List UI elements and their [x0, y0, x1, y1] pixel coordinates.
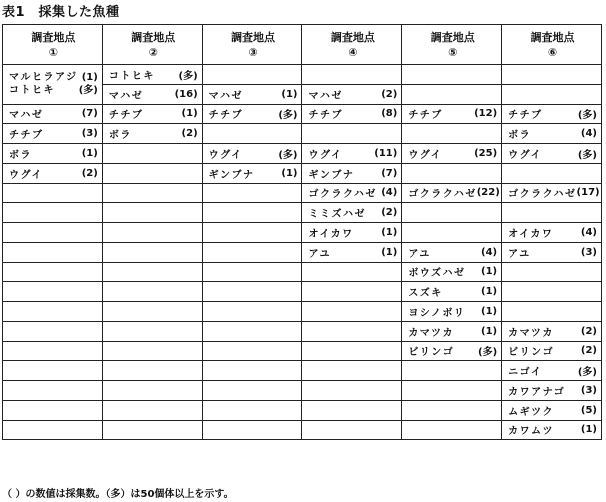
table-cell — [502, 163, 602, 183]
fish-name: ゴクラクハゼ — [408, 189, 477, 201]
fish-entry — [9, 146, 98, 161]
fish-count: (1) — [481, 286, 498, 298]
table-row — [3, 203, 602, 223]
site-header-label: 調査地点 — [330, 30, 375, 44]
site-header-1 — [3, 25, 103, 65]
site-header-number: ③ — [248, 45, 258, 59]
fish-name: ミミズハゼ — [308, 209, 366, 221]
fish-name: マハゼ — [9, 110, 44, 122]
table-cell — [402, 420, 502, 440]
table-cell — [3, 223, 103, 243]
table-cell — [3, 381, 103, 401]
table-cell — [302, 124, 402, 144]
fish-count: (多) — [78, 85, 98, 97]
site-header-label: 調査地点 — [31, 30, 76, 44]
table-cell — [502, 104, 602, 124]
table-row — [3, 242, 602, 262]
table-cell — [202, 282, 302, 302]
fish-name: スズキ — [408, 288, 443, 300]
table-cell — [302, 203, 402, 223]
fish-entry — [408, 146, 497, 161]
fish-name: ウグイ — [9, 169, 43, 181]
fish-entry — [408, 245, 497, 260]
table-cell — [302, 321, 402, 341]
fish-name: ウグイ — [508, 149, 543, 161]
site-header-4 — [302, 25, 402, 65]
table-cell — [502, 420, 602, 440]
table-row — [3, 104, 602, 124]
table-cell — [3, 104, 103, 124]
table-row — [3, 144, 602, 164]
fish-name: ヨシノボリ — [408, 307, 466, 319]
fish-name: ビリンゴ — [408, 347, 455, 359]
fish-count: (多) — [478, 347, 498, 359]
table-cell — [502, 302, 602, 322]
table-cell — [202, 223, 302, 243]
fish-name: ゴクラクハゼ — [508, 189, 577, 201]
table-cell — [502, 65, 602, 85]
table-cell — [402, 341, 502, 361]
table-cell — [202, 341, 302, 361]
fish-entry — [308, 146, 397, 161]
table-cell — [302, 341, 402, 361]
table-cell — [302, 420, 402, 440]
site-header-number: ① — [48, 45, 59, 59]
table-cell — [502, 341, 602, 361]
fish-name: コトヒキ — [108, 70, 155, 82]
fish-entry — [109, 67, 198, 82]
table-row — [3, 381, 602, 401]
fish-count: (2) — [181, 128, 198, 140]
table-cell — [3, 321, 103, 341]
site-header-number: ⑤ — [448, 45, 458, 59]
table-cell — [502, 124, 602, 144]
table-cell — [202, 321, 302, 341]
table-body — [3, 65, 602, 440]
table-cell — [3, 163, 103, 183]
table-cell — [402, 302, 502, 322]
fish-name: チチブ — [108, 110, 144, 122]
table-cell — [302, 144, 402, 164]
fish-entry — [508, 422, 597, 437]
fish-name: オイカワ — [308, 228, 354, 240]
table-cell — [302, 223, 402, 243]
table-cell — [202, 381, 302, 401]
table-cell — [402, 65, 502, 85]
fish-count: (1) — [81, 72, 98, 84]
fish-count: (4) — [580, 226, 597, 238]
table-cell — [302, 65, 402, 85]
fish-count: (7) — [81, 108, 98, 120]
fish-count: (16) — [174, 88, 198, 100]
fish-name: ウグイ — [408, 149, 443, 161]
table-cell — [202, 203, 302, 223]
table-cell — [102, 341, 202, 361]
fish-count: (2) — [81, 167, 98, 179]
fish-entry — [408, 106, 497, 121]
table-cell — [202, 420, 302, 440]
table-cell — [402, 203, 502, 223]
fish-count: (多) — [178, 70, 198, 82]
table-cell — [502, 183, 602, 203]
table-cell — [202, 124, 302, 144]
table-cell — [502, 84, 602, 104]
fish-entry — [508, 324, 597, 339]
fish-count: (11) — [374, 147, 398, 159]
fish-entry — [308, 87, 397, 102]
fish-entry — [308, 166, 397, 181]
table-cell — [102, 302, 202, 322]
fish-count: (17) — [576, 187, 600, 199]
table-cell — [202, 104, 302, 124]
table-cell — [502, 321, 602, 341]
table-cell — [3, 124, 103, 144]
fish-entry — [308, 225, 397, 240]
fish-count: (2) — [381, 207, 398, 219]
fish-entry — [408, 185, 500, 201]
fish-name: マハゼ — [208, 90, 244, 102]
table-cell — [502, 242, 602, 262]
table-cell — [302, 381, 402, 401]
table-cell — [502, 262, 602, 282]
fish-species-table — [2, 24, 602, 440]
site-header-number: ⑥ — [547, 45, 558, 59]
site-header-3 — [202, 25, 302, 65]
table-cell — [202, 144, 302, 164]
table-cell — [402, 321, 502, 341]
site-header-label: 調査地点 — [131, 30, 176, 44]
fish-count: (25) — [474, 147, 498, 159]
table-cell — [302, 361, 402, 381]
table-row — [3, 163, 602, 183]
fish-count: (1) — [580, 424, 597, 436]
table-cell — [102, 163, 202, 183]
table-title: 表1 採集した魚種 — [2, 5, 120, 20]
site-header-label: 調査地点 — [430, 30, 475, 44]
table-cell — [3, 302, 103, 322]
table-cell — [202, 242, 302, 262]
table-cell — [302, 84, 402, 104]
table-cell — [202, 361, 302, 381]
site-header-2 — [102, 25, 202, 65]
table-cell — [3, 282, 103, 302]
table-cell — [102, 104, 202, 124]
table-cell — [402, 104, 502, 124]
table-cell — [202, 65, 302, 85]
fish-count: (2) — [580, 345, 597, 357]
table-row — [3, 223, 602, 243]
fish-name: カワムツ — [508, 426, 555, 438]
table-cell — [202, 183, 302, 203]
fish-count: (1) — [381, 246, 398, 258]
table-cell — [502, 144, 602, 164]
fish-count: (1) — [281, 88, 298, 100]
table-cell — [502, 361, 602, 381]
table-row — [3, 124, 602, 144]
fish-entry — [508, 126, 597, 141]
fish-entry — [408, 264, 497, 279]
fish-name: ニゴイ — [508, 367, 543, 379]
fish-count: (12) — [474, 108, 498, 120]
fish-entry — [308, 185, 397, 200]
fish-name: ボウズハゼ — [408, 268, 466, 280]
fish-entry — [408, 324, 497, 339]
table-cell — [402, 84, 502, 104]
table-cell — [102, 381, 202, 401]
fish-name: ボラ — [108, 130, 132, 142]
table-cell — [102, 420, 202, 440]
table-cell — [102, 223, 202, 243]
fish-count: (多) — [278, 149, 298, 161]
fish-name: チチブ — [308, 110, 343, 122]
table-row — [3, 321, 602, 341]
fish-name: ムギツク — [508, 406, 555, 418]
fish-name: ギンブナ — [308, 169, 355, 181]
fish-count: (1) — [481, 266, 498, 278]
table-row — [3, 341, 602, 361]
table-row — [3, 420, 602, 440]
fish-entry — [109, 126, 198, 141]
table-cell — [202, 302, 302, 322]
fish-count: (多) — [278, 110, 298, 122]
table-cell — [302, 302, 402, 322]
site-header-number: ② — [148, 45, 158, 59]
table-row — [3, 302, 602, 322]
site-header-5 — [402, 25, 502, 65]
site-header-label: 調査地点 — [530, 30, 575, 44]
fish-entry — [508, 106, 597, 121]
fish-entry — [408, 343, 497, 358]
fish-entry — [9, 71, 98, 84]
fish-entry — [9, 106, 98, 121]
table-cell — [402, 183, 502, 203]
fish-count: (8) — [381, 108, 398, 120]
fish-name: カワアナゴ — [508, 386, 566, 398]
table-cell — [102, 262, 202, 282]
fish-name: カマツカ — [408, 327, 455, 339]
fish-name: アユ — [408, 248, 431, 260]
fish-name: ビリンゴ — [508, 347, 555, 359]
fish-entry — [209, 106, 298, 121]
fish-name: チチブ — [508, 110, 543, 122]
table-row — [3, 400, 602, 420]
fish-entry — [508, 225, 597, 240]
fish-entry — [508, 363, 597, 378]
table-cell — [102, 321, 202, 341]
table-row — [3, 262, 602, 282]
fish-count: (多) — [577, 367, 597, 379]
fish-name: ギンブナ — [208, 169, 255, 181]
fish-entry — [9, 166, 98, 181]
fish-name: ウグイ — [308, 149, 343, 161]
fish-count: (1) — [81, 147, 98, 159]
fish-entry — [508, 245, 597, 260]
fish-name: マハゼ — [108, 90, 144, 102]
fish-entry — [209, 146, 298, 161]
fish-count: (4) — [580, 128, 597, 140]
table-cell — [102, 282, 202, 302]
table-cell — [3, 262, 103, 282]
fish-count: (4) — [381, 187, 398, 199]
fish-count: (4) — [481, 246, 498, 258]
fish-count: (1) — [381, 226, 398, 238]
table-cell — [3, 242, 103, 262]
fish-count: (3) — [580, 384, 597, 396]
fish-count: (2) — [381, 88, 398, 100]
table-cell — [502, 282, 602, 302]
fish-name: アユ — [308, 248, 331, 260]
table-cell — [402, 282, 502, 302]
site-header-label: 調査地点 — [231, 30, 276, 44]
fish-entry — [408, 304, 497, 319]
fish-entry — [508, 383, 597, 398]
fish-count: (3) — [580, 246, 597, 258]
table-cell — [102, 203, 202, 223]
fish-name: チチブ — [208, 110, 244, 122]
table-cell — [102, 144, 202, 164]
fish-entry — [209, 166, 298, 181]
table-cell — [402, 361, 502, 381]
table-cell — [3, 203, 103, 223]
table-cell — [102, 242, 202, 262]
table-cell — [402, 144, 502, 164]
table-row — [3, 65, 602, 85]
fish-count: (22) — [476, 187, 500, 199]
fish-entry — [9, 126, 98, 141]
footnote: （ ）の数値は採集数。（多）は50個体以上を示す。 — [2, 489, 234, 500]
table-row — [3, 282, 602, 302]
fish-name: カマツカ — [508, 327, 554, 339]
table-cell — [102, 183, 202, 203]
fish-name: オイカワ — [508, 228, 554, 240]
fish-name: アユ — [508, 248, 531, 260]
fish-entry — [508, 403, 597, 418]
fish-entry — [109, 106, 198, 121]
fish-name: マルヒラアジ — [9, 72, 78, 84]
table-cell — [302, 104, 402, 124]
table-cell — [202, 163, 302, 183]
fish-name: ウグイ — [208, 149, 243, 161]
table-cell — [502, 223, 602, 243]
fish-count: (多) — [577, 110, 597, 122]
site-header-6 — [502, 25, 602, 65]
fish-entry — [408, 284, 497, 299]
table-row — [3, 183, 602, 203]
table-cell — [102, 65, 202, 85]
fish-name: ゴクラクハゼ — [308, 189, 377, 201]
fish-count: (5) — [580, 404, 597, 416]
fish-entry — [109, 87, 198, 102]
table-cell — [3, 341, 103, 361]
site-header-number: ④ — [348, 45, 358, 59]
table-cell — [402, 242, 502, 262]
table-cell — [402, 223, 502, 243]
table-cell — [102, 361, 202, 381]
table-row — [3, 361, 602, 381]
fish-entry — [308, 205, 397, 220]
table-cell — [3, 361, 103, 381]
table-cell — [402, 124, 502, 144]
table-cell — [102, 84, 202, 104]
fish-name: ボラ — [9, 149, 32, 161]
fish-count: (1) — [481, 305, 498, 317]
fish-entry — [209, 87, 298, 102]
table-cell — [502, 203, 602, 223]
table-cell — [302, 262, 402, 282]
table-cell — [102, 124, 202, 144]
table-cell — [402, 262, 502, 282]
table-cell — [3, 420, 103, 440]
table-cell — [302, 400, 402, 420]
fish-entry — [508, 185, 600, 201]
fish-count: (7) — [381, 167, 398, 179]
table-header-row — [3, 25, 602, 65]
table-cell — [502, 400, 602, 420]
fish-count: (1) — [281, 167, 298, 179]
table-cell — [402, 400, 502, 420]
table-cell — [402, 381, 502, 401]
table-cell — [202, 84, 302, 104]
table-cell — [302, 282, 402, 302]
fish-name: チチブ — [408, 110, 443, 122]
table-cell — [302, 242, 402, 262]
fish-name: ボラ — [508, 130, 532, 142]
table-cell — [502, 381, 602, 401]
fish-count: (3) — [81, 128, 98, 140]
table-cell — [302, 163, 402, 183]
fish-count: (2) — [580, 325, 597, 337]
fish-entry — [508, 146, 597, 161]
table-cell — [3, 65, 103, 105]
fish-entry — [308, 245, 397, 260]
fish-entry — [508, 343, 597, 358]
fish-name: チチブ — [9, 130, 44, 142]
table-cell — [3, 183, 103, 203]
table-cell — [3, 144, 103, 164]
fish-entry — [9, 84, 98, 97]
fish-name: コトヒキ — [9, 85, 55, 97]
table-cell — [402, 163, 502, 183]
fish-count: (1) — [481, 325, 498, 337]
fish-count: (1) — [181, 108, 198, 120]
fish-name: マハゼ — [308, 90, 343, 102]
fish-entry — [308, 106, 397, 121]
table-cell — [202, 262, 302, 282]
fish-count: (多) — [577, 149, 597, 161]
table-cell — [3, 400, 103, 420]
table-cell — [102, 400, 202, 420]
table-cell — [202, 400, 302, 420]
table-cell — [302, 183, 402, 203]
